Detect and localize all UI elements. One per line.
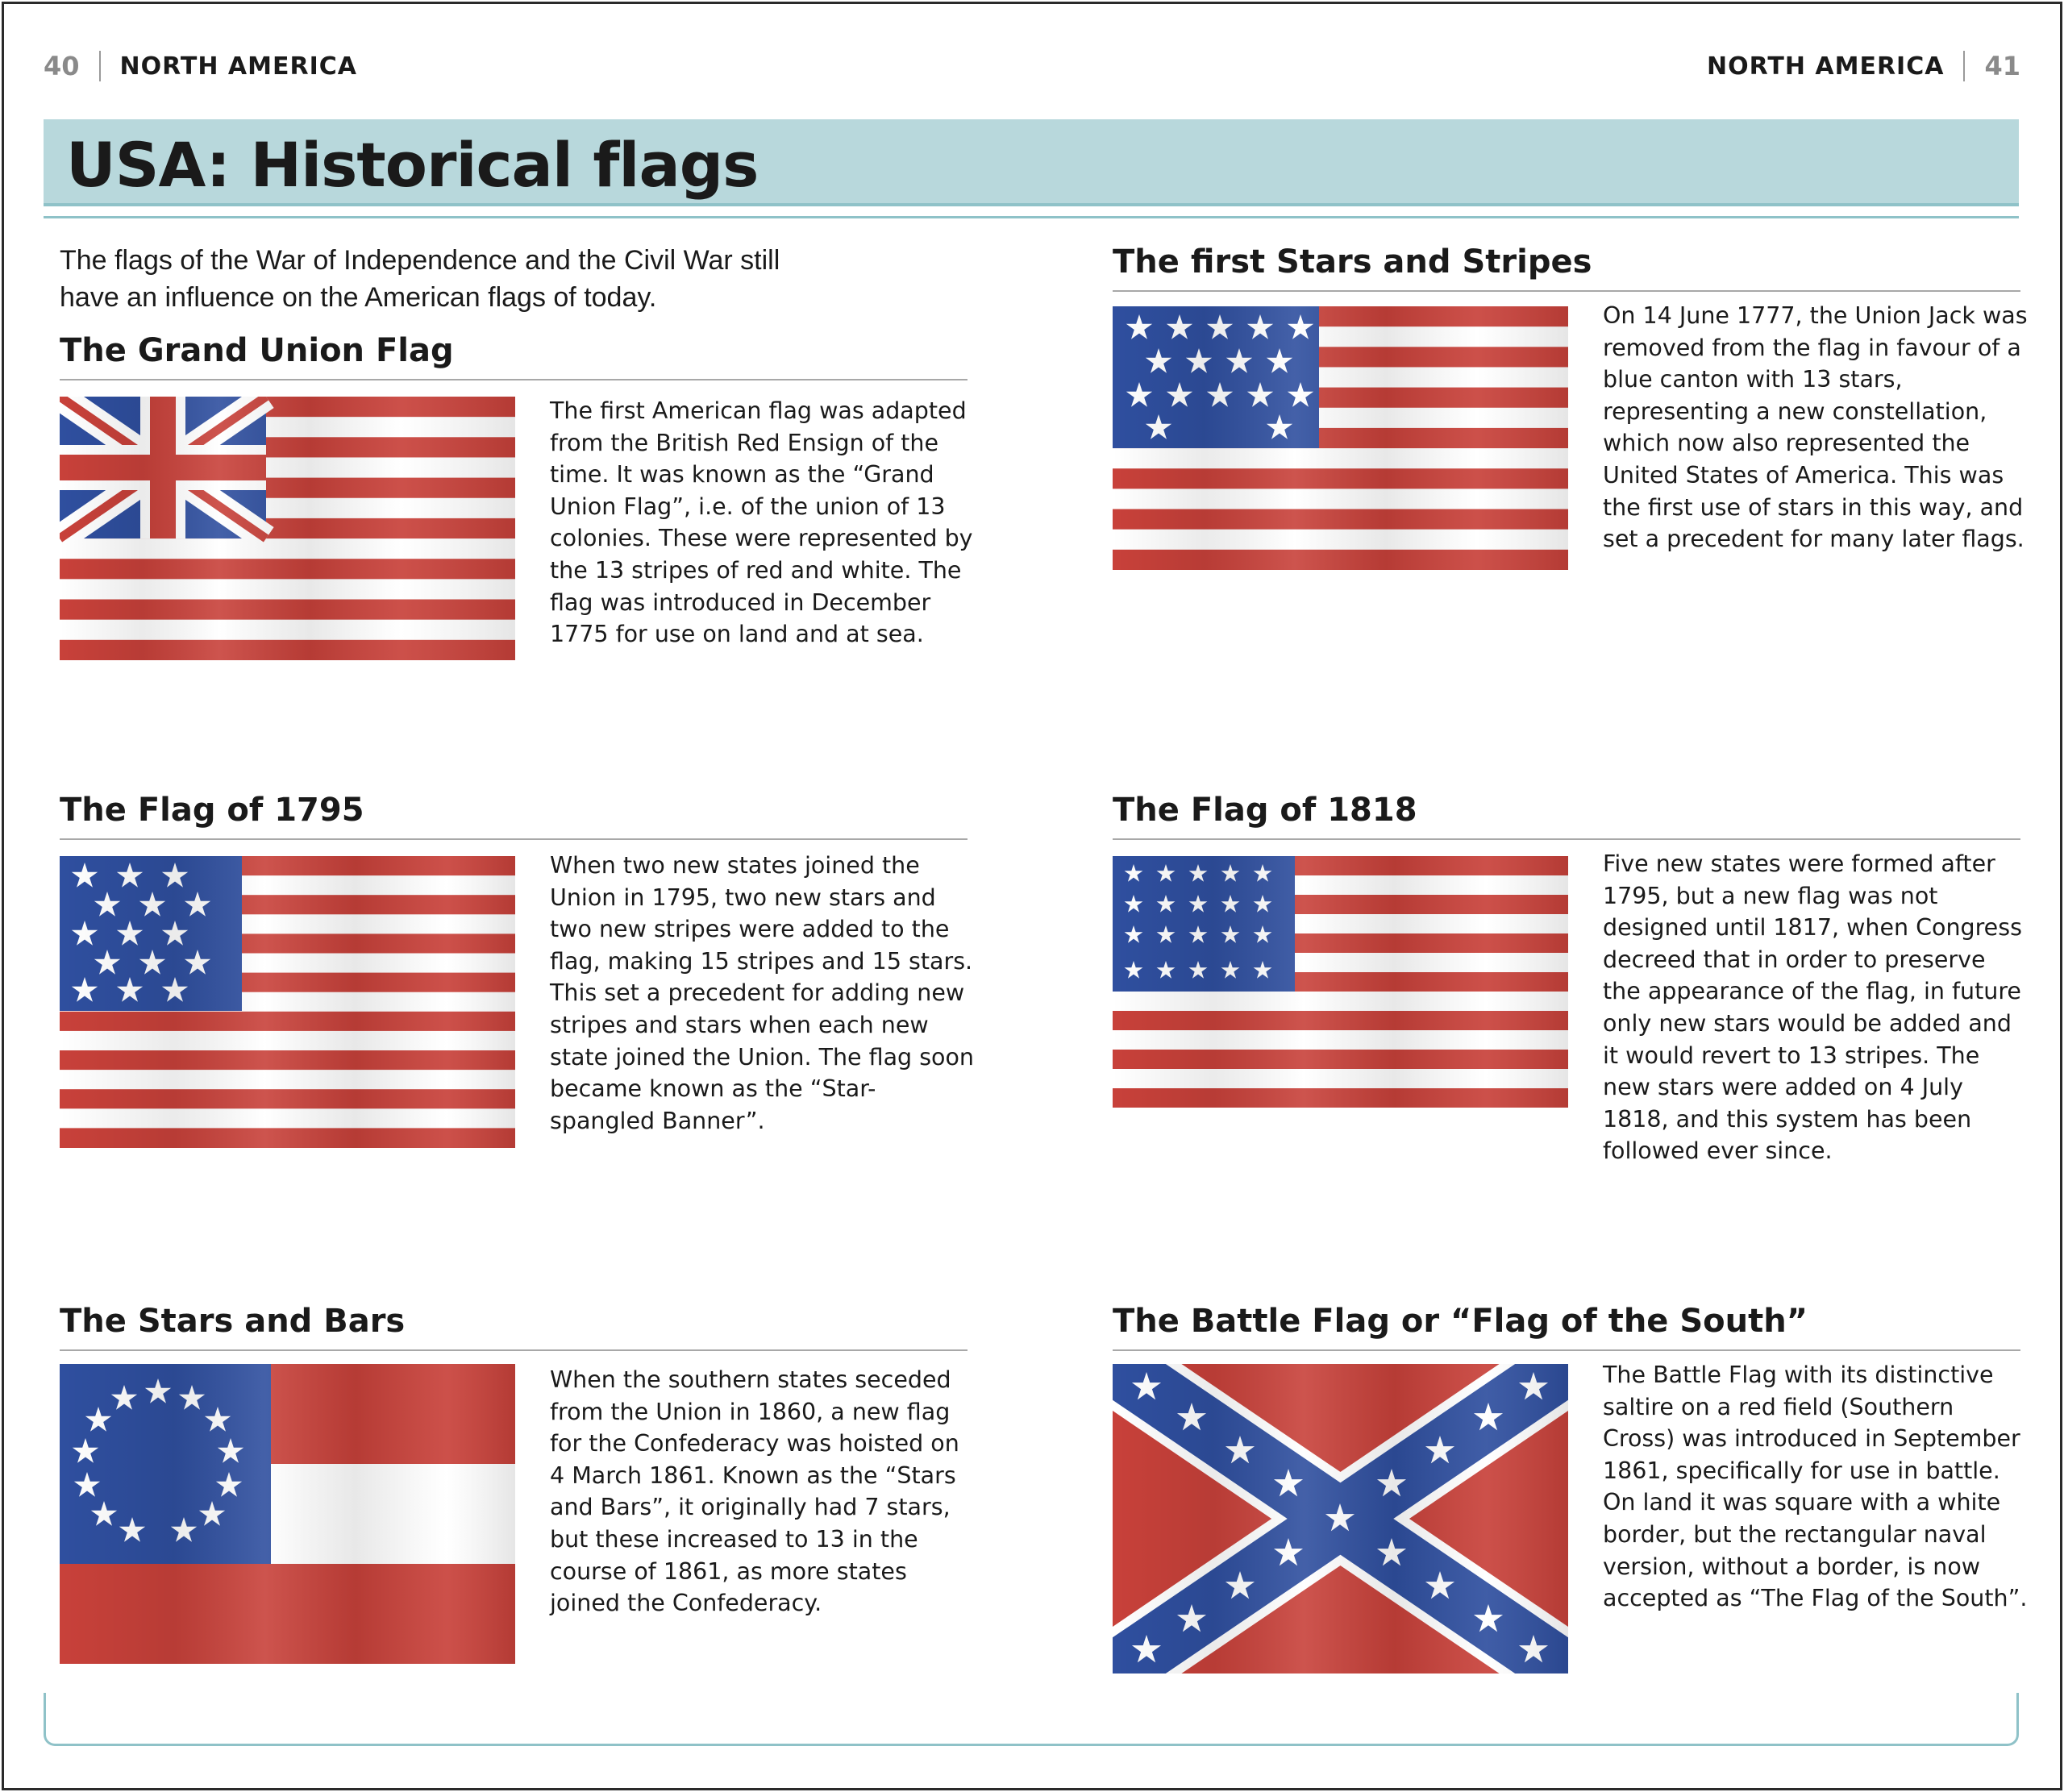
grand-union-flag-icon xyxy=(60,397,515,660)
header-divider-right xyxy=(1963,51,1965,81)
section-text: Five new states were formed after 1795, but a new flag was not designed until 1817, when Congress decreed that in order to preserve the appearance of the flag, in future only new stars would be added and it would revert to 13 stripes. The new stars were added on 4 July 1818, and this system has been followed ever since. xyxy=(1603,850,2022,1165)
section-heading: The Battle Flag or “Flag of the South” xyxy=(1113,1301,2020,1351)
section-stars-and-bars xyxy=(60,1301,968,1617)
section-text: On 14 June 1777, the Union Jack was removed from the flag in favour of a blue canton with 13 stars, representing a new constellation, which now also represented the United States of America. This was the first use of stars in this way, and set a precedent for many later flags. xyxy=(1603,302,2028,553)
section-text: The Battle Flag with its distinctive saltire on a red field (Southern Cross) was introduced in September 1861, specifically for use in battle. On land it was square with a white border, but the rectangular naval version, without a border, is now accepted as “The Flag of the South”. xyxy=(1603,1362,2028,1612)
section-heading: The Flag of 1818 xyxy=(1113,790,2020,840)
header-right xyxy=(1707,48,2020,84)
section-heading: The first Stars and Stripes xyxy=(1113,242,2020,292)
section-heading: The Stars and Bars xyxy=(60,1301,968,1351)
left-section-name: NORTH AMERICA xyxy=(119,52,357,81)
title-band xyxy=(44,119,2019,206)
flag-of-1795-icon xyxy=(60,856,515,1148)
right-section-name: NORTH AMERICA xyxy=(1707,52,1945,81)
section-text: When the southern states seceded from the Union in 1860, a new flag for the Confederacy was hoisted on 4 March 1861. Known as the “Stars and Bars”, it originally had 7 stars, but these increased to 13 in the course of 1861, as more states joined the Confederacy. xyxy=(550,1366,959,1617)
page-title: USA: Historical flags xyxy=(66,129,759,201)
first-stars-and-stripes-flag-icon xyxy=(1113,306,1568,570)
header-left xyxy=(44,48,357,84)
section-first-stars-and-stripes xyxy=(1113,242,2028,553)
flag-of-1818-icon xyxy=(1113,856,1568,1108)
left-page-number: 40 xyxy=(44,51,80,81)
stars-and-bars-flag-icon xyxy=(60,1364,515,1664)
right-page-number: 41 xyxy=(1984,51,2020,81)
section-text: The first American flag was adapted from the British Red Ensign of the time. It was known as the “Grand Union Flag”, i.e. of the union of 13 colonies. These were represented by the 13 stripes of red and white. The flag was introduced in December 1775 for use on land and at sea. xyxy=(550,397,973,648)
section-battle-flag xyxy=(1113,1301,2028,1612)
section-text: When two new states joined the Union in 1795, two new stars and two new stripes were added to the flag, making 15 stripes and 15 stars. This set a precedent for adding new stripes and stars when each new state joined the Union. The flag soon became known as the “Star-spangled Banner”. xyxy=(550,852,974,1134)
header-divider-left xyxy=(99,51,101,81)
section-flag-of-1818 xyxy=(1113,790,2022,1165)
title-rule xyxy=(44,216,2019,218)
bottom-frame xyxy=(44,1693,2019,1746)
section-heading: The Flag of 1795 xyxy=(60,790,968,840)
battle-flag-icon xyxy=(1113,1364,1568,1674)
section-heading: The Grand Union Flag xyxy=(60,331,968,380)
section-grand-union xyxy=(60,331,973,648)
section-flag-of-1795 xyxy=(60,790,974,1134)
intro-text: The flags of the War of Independence and the Civil War still have an influence on the American flags of today. xyxy=(60,245,780,313)
